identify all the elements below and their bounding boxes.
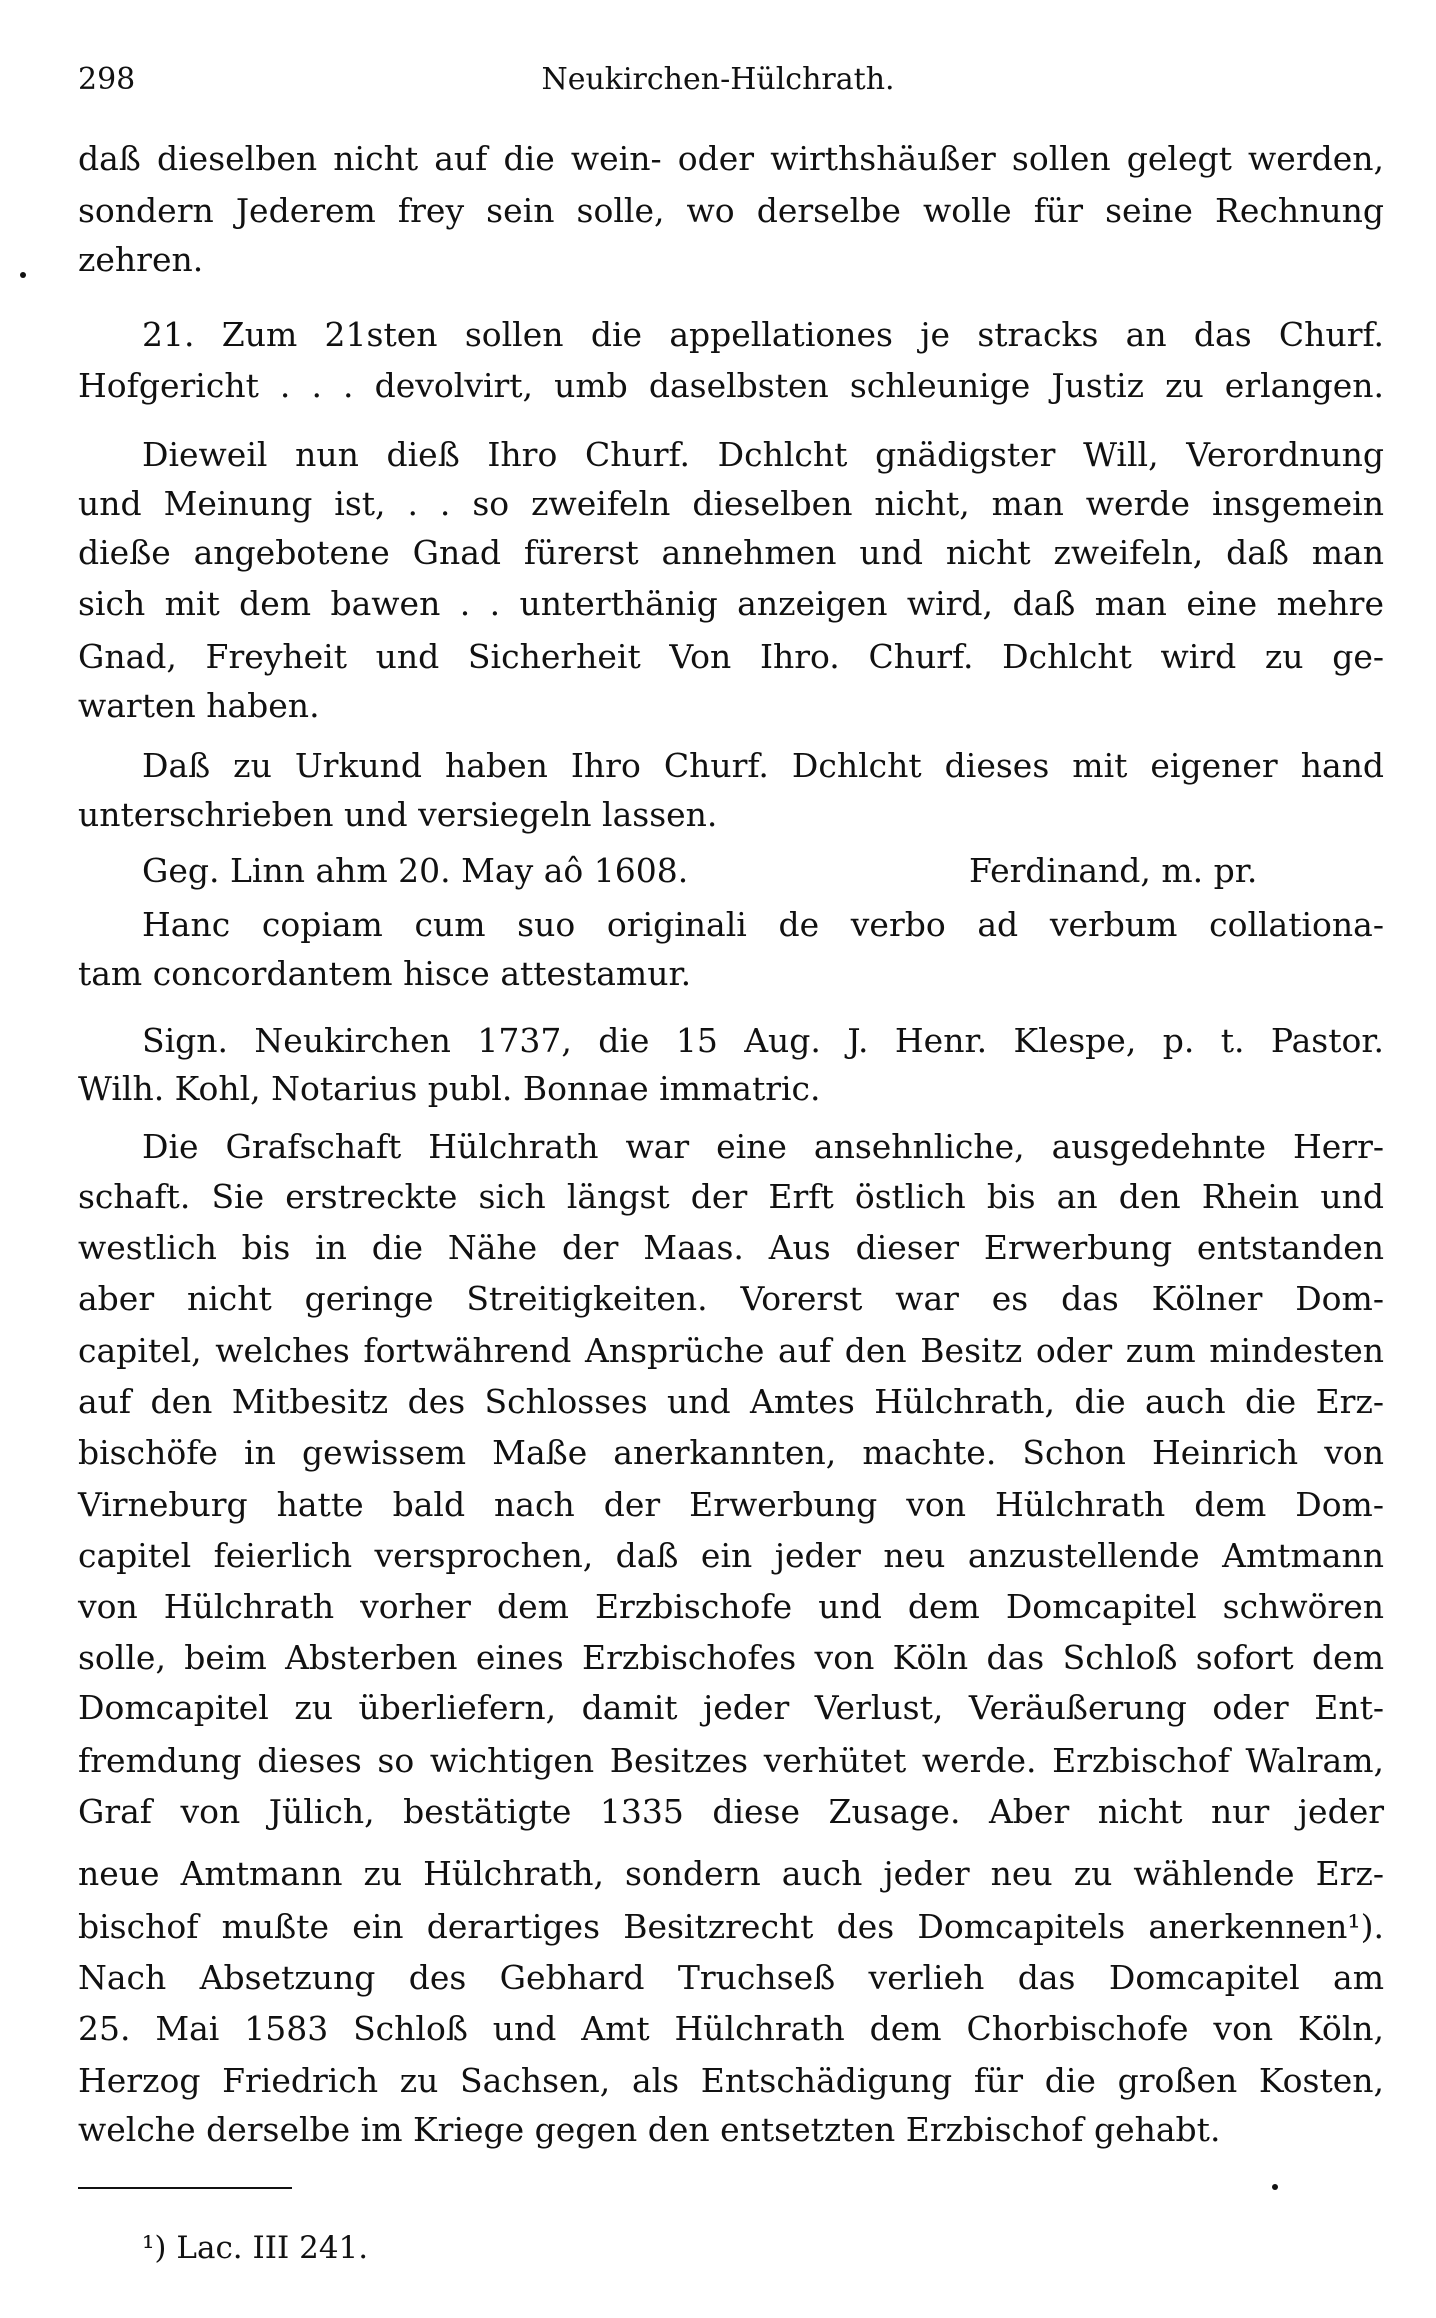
text-line bbox=[142, 315, 1384, 355]
text-line bbox=[78, 1854, 1384, 1894]
text-line bbox=[78, 637, 1384, 677]
text-line bbox=[78, 1688, 1384, 1728]
stray-mark bbox=[20, 272, 26, 278]
text-line bbox=[78, 2009, 1384, 2049]
text-line-content: bischöfe in gewissem Maße anerkannten, machte. Schon Heinrich von bbox=[78, 1433, 1384, 1472]
text-line bbox=[142, 851, 1384, 891]
text-line-content: welche derselbe im Kriege gegen den entsetzten Erzbischof gehabt. bbox=[78, 2110, 1221, 2149]
text-line bbox=[78, 139, 1384, 179]
text-line-content: und Meinung ist, . . so zweifeln dieselben nicht, man werde insgemein bbox=[78, 484, 1384, 523]
text-line bbox=[78, 1433, 1384, 1473]
text-line-content: capitel, welches fortwährend Ansprüche auf den Besitz oder zum mindesten bbox=[78, 1331, 1384, 1370]
text-line-content: Graf von Jülich, bestätigte 1335 diese Zusage. Aber nicht nur jeder bbox=[78, 1792, 1384, 1831]
text-line-content: sondern Jederem frey sein solle, wo derselbe wolle für seine Rechnung bbox=[78, 191, 1384, 230]
text-line bbox=[78, 1587, 1384, 1627]
text-line-content: sich mit dem bawen . . unterthänig anzeigen wird, daß man eine mehre bbox=[78, 584, 1384, 623]
text-line bbox=[78, 686, 1384, 726]
text-line-content: warten haben. bbox=[78, 686, 320, 725]
text-line bbox=[78, 1907, 1384, 1947]
text-line bbox=[78, 191, 1384, 231]
text-line bbox=[142, 746, 1384, 786]
text-line bbox=[78, 484, 1384, 524]
text-line-content: Gnad, Freyheit und Sicherheit Von Ihro. Churf. Dchlcht wird zu ge- bbox=[78, 637, 1384, 676]
footnote: ¹) Lac. III 241. bbox=[142, 2230, 369, 2266]
text-line-content: Wilh. Kohl, Notarius publ. Bonnae immatric. bbox=[78, 1069, 821, 1108]
text-line bbox=[78, 1536, 1384, 1576]
text-line bbox=[78, 1958, 1384, 1998]
page-number: 298 bbox=[78, 62, 136, 97]
text-line-content: 25. Mai 1583 Schloß und Amt Hülchrath dem Chorbischofe von Köln, bbox=[78, 2009, 1384, 2048]
text-line-content: tam concordantem hisce attestamur. bbox=[78, 954, 692, 993]
text-line-content: solle, beim Absterben eines Erzbischofes von Köln das Schloß sofort dem bbox=[78, 1638, 1384, 1677]
text-line-content: Hanc copiam cum suo originali de verbo ad verbum collationa- bbox=[142, 905, 1384, 944]
text-line-content: dieße angebotene Gnad fürerst annehmen und nicht zweifeln, daß man bbox=[78, 533, 1384, 572]
text-line-content: Nach Absetzung des Gebhard Truchseß verlieh das Domcapitel am bbox=[78, 1958, 1384, 1997]
text-line-content: schaft. Sie erstreckte sich längst der Erft östlich bis an den Rhein und bbox=[78, 1177, 1384, 1216]
text-line-content: Geg. Linn ahm 20. May aô 1608. bbox=[142, 851, 689, 890]
stray-mark bbox=[1272, 2184, 1278, 2190]
text-line-content: Daß zu Urkund haben Ihro Churf. Dchlcht dieses mit eigener hand bbox=[142, 746, 1384, 785]
text-line bbox=[78, 584, 1384, 624]
text-line-content: daß dieselben nicht auf die wein- oder wirthshäußer sollen gelegt werden, bbox=[78, 139, 1384, 178]
text-line-content: capitel feierlich versprochen, daß ein jeder neu anzustellende Amtmann bbox=[78, 1536, 1384, 1575]
text-line bbox=[78, 1792, 1384, 1832]
text-line-content: Herzog Friedrich zu Sachsen, als Entschädigung für die großen Kosten, bbox=[78, 2061, 1384, 2100]
text-line-content: Die Grafschaft Hülchrath war eine ansehnliche, ausgedehnte Herr- bbox=[142, 1127, 1384, 1166]
text-line-content: Hofgericht . . . devolvirt, umb daselbsten schleunige Justiz zu erlangen. bbox=[78, 366, 1384, 405]
text-line bbox=[78, 1069, 1384, 1109]
text-line bbox=[142, 435, 1384, 475]
text-line-content: neue Amtmann zu Hülchrath, sondern auch jeder neu zu wählende Erz- bbox=[78, 1854, 1384, 1893]
text-line-content: aber nicht geringe Streitigkeiten. Vorerst war es das Kölner Dom- bbox=[78, 1279, 1384, 1318]
running-title: Neukirchen-Hülchrath. bbox=[541, 62, 895, 97]
text-line bbox=[78, 2110, 1384, 2150]
text-line bbox=[78, 795, 1384, 835]
text-line bbox=[78, 1177, 1384, 1217]
text-line bbox=[78, 1331, 1384, 1371]
text-line-content: westlich bis in die Nähe der Maas. Aus dieser Erwerbung entstanden bbox=[78, 1228, 1384, 1267]
text-line-content: von Hülchrath vorher dem Erzbischofe und dem Domcapitel schwören bbox=[78, 1587, 1384, 1626]
text-line bbox=[142, 1021, 1384, 1061]
text-line bbox=[78, 240, 1384, 280]
text-line bbox=[78, 533, 1384, 573]
signature-text: Ferdinand, m. pr. bbox=[969, 851, 1258, 890]
text-line-content: Dieweil nun dieß Ihro Churf. Dchlcht gnädigster Will, Verordnung bbox=[142, 435, 1384, 474]
text-line bbox=[78, 1382, 1384, 1422]
text-line-content: zehren. bbox=[78, 240, 204, 279]
text-line-content: 21. Zum 21sten sollen die appellationes je stracks an das Churf. bbox=[142, 315, 1384, 354]
text-line-content: auf den Mitbesitz des Schlosses und Amtes Hülchrath, die auch die Erz- bbox=[78, 1382, 1384, 1421]
text-line bbox=[78, 1741, 1384, 1781]
text-line bbox=[78, 366, 1384, 406]
text-line bbox=[78, 1279, 1384, 1319]
text-line-content: unterschrieben und versiegeln lassen. bbox=[78, 795, 718, 834]
text-line-content: Sign. Neukirchen 1737, die 15 Aug. J. Henr. Klespe, p. t. Pastor. bbox=[142, 1021, 1384, 1060]
footnote-rule bbox=[78, 2187, 292, 2189]
text-line-content: fremdung dieses so wichtigen Besitzes verhütet werde. Erzbischof Walram, bbox=[78, 1741, 1384, 1780]
text-line bbox=[142, 1127, 1384, 1167]
text-line bbox=[78, 1638, 1384, 1678]
text-line bbox=[78, 1485, 1384, 1525]
text-line-content: bischof mußte ein derartiges Besitzrecht des Domcapitels anerkennen¹). bbox=[78, 1907, 1384, 1946]
text-line bbox=[142, 905, 1384, 945]
text-line-content: Virneburg hatte bald nach der Erwerbung von Hülchrath dem Dom- bbox=[78, 1485, 1384, 1524]
text-line bbox=[78, 2061, 1384, 2101]
text-line bbox=[78, 954, 1384, 994]
text-line bbox=[78, 1228, 1384, 1268]
text-line-content: Domcapitel zu überliefern, damit jeder Verlust, Veräußerung oder Ent- bbox=[78, 1688, 1384, 1727]
